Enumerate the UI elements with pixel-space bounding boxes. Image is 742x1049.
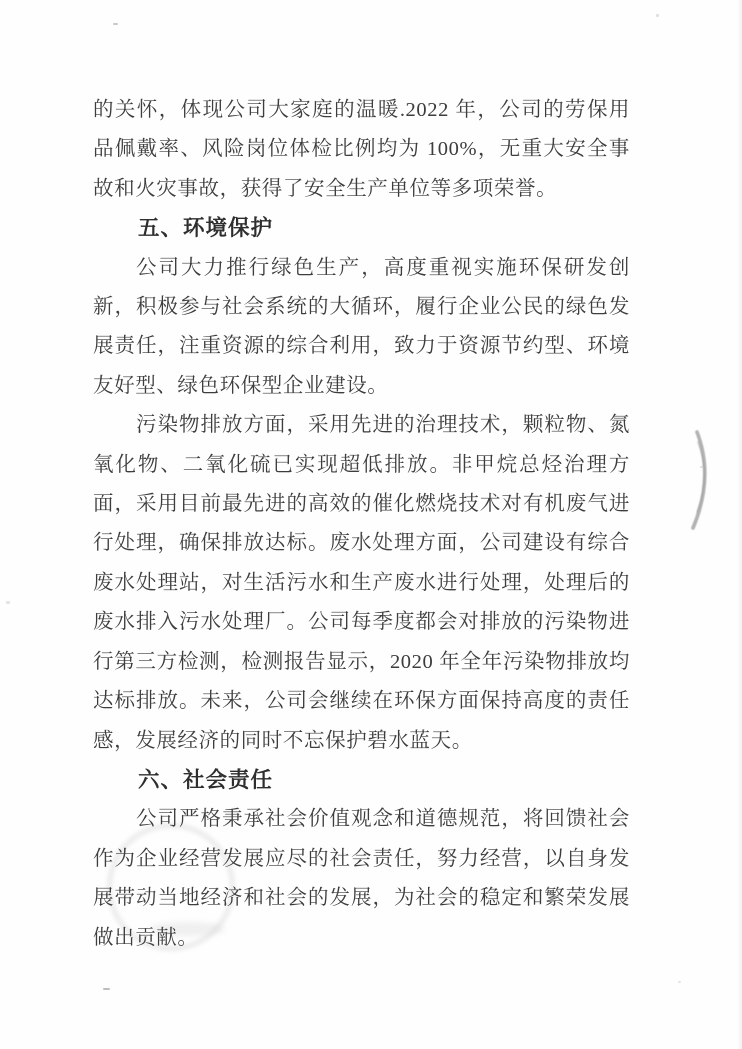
scan-speck — [113, 23, 118, 25]
scan-crease-mark — [688, 428, 718, 532]
scan-edge-shadow — [737, 0, 742, 1049]
document-body — [93, 91, 630, 958]
section-heading-environment: 五、环境保护 — [138, 216, 274, 241]
scan-speck — [656, 14, 659, 17]
scan-speck — [103, 988, 110, 990]
paragraph-safety-conclusion: 的关怀，体现公司大家庭的温暖.2022 年，公司的劳保用品佩戴率、风险岗位体检比例均为 100%，无重大安全事故和火灾事故，获得了安全生产单位等多项荣誉。 — [93, 99, 630, 200]
scan-speck — [6, 601, 10, 604]
scan-speck — [700, 466, 703, 468]
scan-speck — [678, 981, 681, 983]
paragraph-social-responsibility: 公司严格秉承社会价值观念和道德规范，将回馈社会作为企业经营发展应尽的社会责任，努力经营，以自身发展带动当地经济和社会的发展，为社会的稳定和繁荣发展做出贡献。 — [93, 808, 630, 949]
paragraph-pollution-control: 污染物排放方面，采用先进的治理技术，颗粒物、氮氧化物、二氧化硫已实现超低排放。非甲烷总烃治理方面，采用目前最先进的高效的催化燃烧技术对有机废气进行处理，确保排放达标。废水处理方面，公司建设有综合废水处理站，对生活污水和生产废水进行处理，处理后的废水排入污水处理厂。公司每季度都会对排放的污染物进行第三方检测，检测报告显示，2020 年全年污染物排放均达标排放。未来，公司会继续在环保方面保持高度的责任感，发展经济的同时不忘保护碧水蓝天。 — [93, 414, 630, 752]
section-heading-social-responsibility: 六、社会责任 — [138, 767, 274, 792]
paragraph-green-production: 公司大力推行绿色生产，高度重视实施环保研发创新，积极参与社会系统的大循环，履行企业公民的绿色发展责任，注重资源的综合利用，致力于资源节约型、环境友好型、绿色环保型企业建设。 — [93, 256, 630, 397]
